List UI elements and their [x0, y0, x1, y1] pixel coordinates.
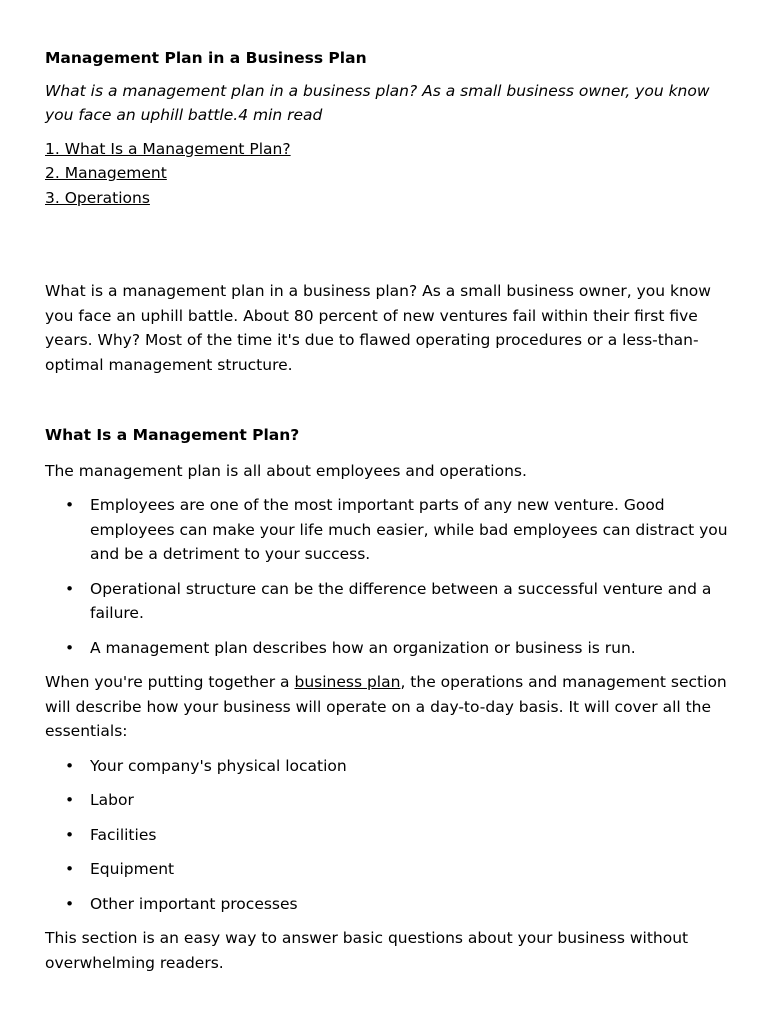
list-item — [45, 636, 735, 661]
bullet-icon: • — [65, 496, 75, 514]
toc-link-management[interactable]: 2. Management — [45, 164, 167, 182]
bullet-icon: • — [65, 756, 75, 775]
lead-paragraph: What is a management plan in a business plan? As a small business owner, you know you face an uphill battle. About 80 percent of new ventures fail within their first five years. Why? Most of the time it's due to flawed operating procedures or a less-than-optimal management structure. — [45, 282, 711, 374]
list-item-text: Equipment — [90, 860, 175, 878]
list-item-text: Employees are one of the most important parts of any new venture. Good employees can make your life much easier, while bad employees can distract you and be a detriment to your success. — [90, 496, 728, 563]
bullet-icon: • — [65, 825, 75, 844]
list-item-text: Other important processes — [90, 894, 298, 913]
document-page — [45, 46, 735, 975]
business-plan-link[interactable]: business plan — [294, 673, 401, 691]
key-points-list — [45, 493, 735, 660]
intro-summary: What is a management plan in a business plan? As a small business owner, you know you face an uphill battle.4 min read — [45, 81, 710, 124]
bullet-icon: • — [65, 791, 75, 809]
list-item-text: Operational structure can be the difference between a successful venture and a failure. — [90, 579, 712, 622]
closing-paragraph: This section is an easy way to answer basic questions about your business without overwhelming readers. — [45, 929, 689, 972]
section-intro: The management plan is all about employees and operations. — [45, 461, 527, 480]
section-heading: What Is a Management Plan? — [45, 426, 300, 444]
toc-link-management-plan[interactable]: 1. What Is a Management Plan? — [45, 139, 291, 158]
list-item — [45, 577, 735, 626]
paragraph-text: When you're putting together a — [45, 673, 295, 691]
list-item — [45, 857, 735, 882]
bullet-icon: • — [65, 894, 75, 913]
essentials-list — [45, 754, 735, 917]
list-item — [45, 754, 735, 779]
operations-paragraph — [45, 670, 735, 744]
bullet-icon: • — [65, 860, 75, 878]
list-item-text: Your company's physical location — [90, 756, 347, 775]
list-item — [45, 892, 735, 917]
page-title: Management Plan in a Business Plan — [45, 49, 367, 67]
bullet-icon: • — [65, 638, 75, 657]
table-of-contents — [45, 137, 735, 211]
bullet-icon: • — [65, 579, 75, 598]
list-item-text: Labor — [90, 791, 134, 809]
list-item — [45, 823, 735, 848]
list-item-text: A management plan describes how an organization or business is run. — [90, 638, 636, 657]
list-item — [45, 493, 735, 567]
toc-link-operations[interactable]: 3. Operations — [45, 188, 150, 207]
list-item — [45, 788, 735, 813]
list-item-text: Facilities — [90, 825, 157, 844]
paragraph-text: , the operations and management section will describe how your business will operate on a day-to-day basis. It will cover all the essentials: — [45, 673, 727, 740]
